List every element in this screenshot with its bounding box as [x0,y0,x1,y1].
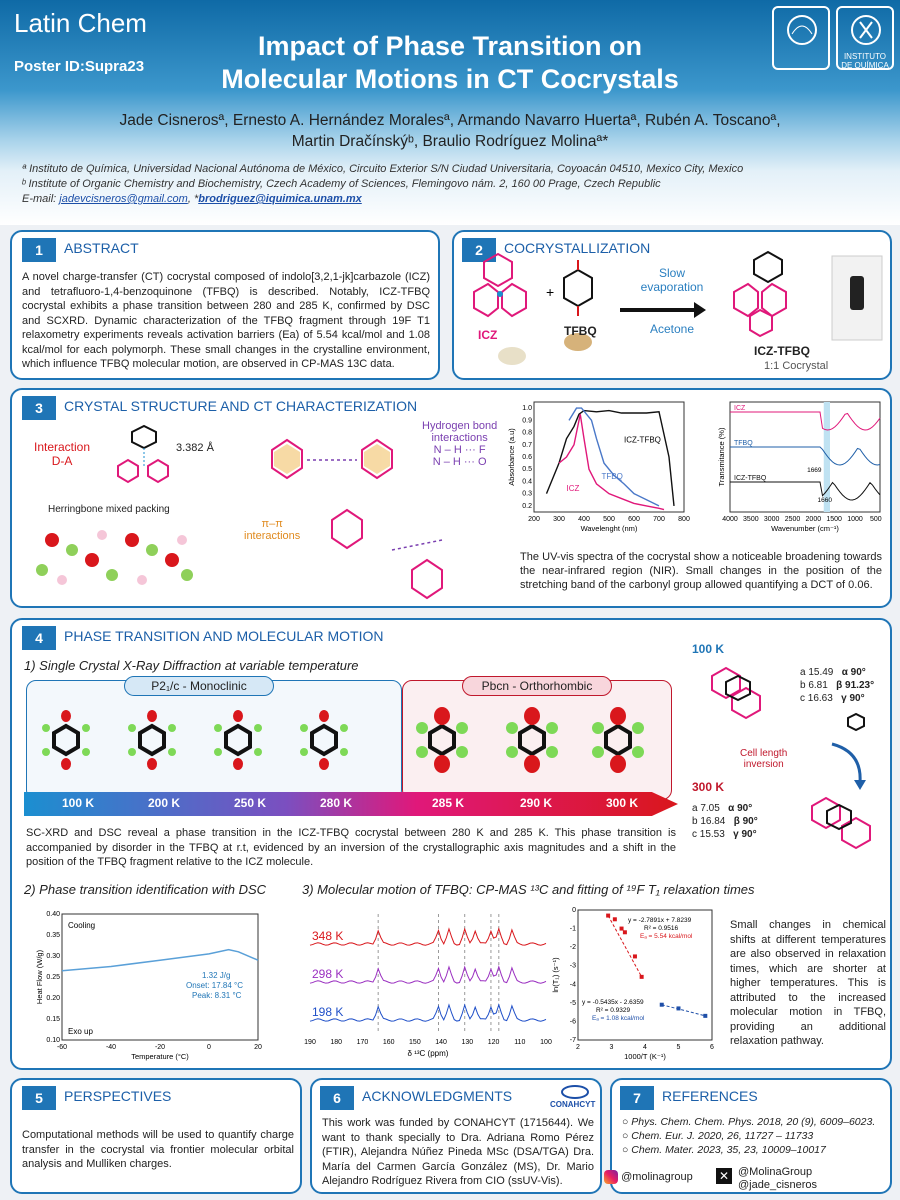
oxygen [61,710,71,722]
monoclinic-label: P2₁/c - Monoclinic [124,676,274,696]
section-number: 6 [320,1086,354,1110]
fluorine [300,724,308,732]
x-tick-label: 500 [603,516,615,523]
x-tick-label: 500 [869,516,882,523]
oxygen [610,707,626,725]
conahcyt-logo: CONAHCYT [550,1084,595,1109]
y-tick-label: 0.6 [522,454,532,461]
x-tick-label: 2500 [784,516,801,523]
nmr-spectrum [310,967,546,983]
fluorine [632,746,644,758]
annotation: 1660 [817,497,832,504]
series-label: ICZ-TFBQ [734,475,767,482]
section-title: PHASE TRANSITION AND MOLECULAR MOTION [64,628,384,644]
tfbq-molecule [592,707,644,773]
tfbq-molecule [42,710,90,770]
x-axis-label: δ ¹³C (ppm) [407,1049,449,1058]
data-point [633,954,637,958]
fluorine [214,724,222,732]
fluorine [506,746,518,758]
section-abstract [10,230,440,380]
x-tick-label: 130 [461,1039,474,1046]
y-tick-label: 0.3 [522,490,532,498]
ring [312,726,336,754]
affiliation-b: ᵇ Institute of Organic Chemistry and Biochemistry, Czech Academy of Sciences, Flemingovo nám. 2, 160 00 Prage, Czech Republic [22,178,661,190]
fit-r2: R² = 0.9329 [596,1007,631,1014]
plot-frame [730,402,880,512]
fluorine [592,746,604,758]
orthorhombic-label: Pbcn - Orthorhombic [462,676,612,696]
y-tick-label: 0.7 [522,441,532,449]
x-tick-label: -60 [56,1044,68,1051]
ring [226,726,250,754]
hbond-label: Hydrogen bond interactions N – H ··· F N – H ··· O [422,420,498,468]
dsc-chart [22,900,292,1070]
email-link-1[interactable]: jadevcisneros@gmail.com [59,193,188,205]
social-links [604,1170,693,1184]
dsc-curve [62,950,258,971]
section-number: 5 [22,1086,56,1110]
ratio-label: 1:1 Cocrystal [764,360,829,372]
fluorine [506,722,518,734]
x-tick-label: 400 [578,516,590,523]
inversion-label: Cell length inversion [740,748,788,770]
temperature-label: 200 K [148,796,181,810]
spectra-charts [507,390,890,540]
fluorine [300,748,308,756]
x-tick-label: 120 [487,1039,500,1046]
x-tick-label: 200 [528,516,540,523]
solvent-label: Acetone [649,322,695,336]
herringbone-label: Herringbone mixed packing [48,504,170,515]
y-tick-label: 0.25 [46,974,60,981]
oxygen [434,755,450,773]
fit-equation: y = -0.5435x - 2.6359 [582,999,644,1006]
y-tick-label: 0.30 [46,953,60,960]
y-tick-label: 1.0 [522,405,532,413]
tfbq-label: TFBQ [564,324,597,338]
fluorine [254,724,262,732]
temperature-label: 250 K [234,796,267,810]
authors: Jade Cisnerosª, Ernesto A. Hernández Moralesª, Armando Navarro Huertaª, Rubén A. Toscanoª, Martin Dračínskýᵇ, Braulio Rodríguez Molinaª* [119,112,781,150]
x-tick-label: 1000 [847,516,863,523]
x-tick-label: 800 [678,516,690,523]
x-links [716,1166,817,1192]
ring [54,726,78,754]
section-title: CRYSTAL STRUCTURE AND CT CHARACTERIZATION [64,398,418,414]
plot-frame [534,402,684,512]
label-100k: 100 K [692,642,725,656]
x-tick-label: 160 [382,1039,395,1046]
ring [606,726,630,754]
x-tick-label: 1500 [826,516,842,523]
y-tick-label: -4 [569,981,576,989]
x-tick-label: 100 [540,1039,552,1046]
series-label: TFBQ [734,440,753,447]
y-tick-label: 0.9 [522,417,532,425]
data-point [613,917,617,921]
x-tick-label: 3 [609,1044,614,1051]
section-perspectives [10,1078,302,1194]
y-tick-label: 0 [572,907,576,914]
interaction-label: Interaction D-A [34,440,91,468]
y-tick-label: 0.2 [522,502,532,510]
oxygen [610,755,626,773]
instagram-icon [604,1170,618,1184]
fit-r2: R² = 0.9516 [644,925,679,932]
x-tick-label: 190 [304,1039,316,1046]
oxygen [233,758,243,770]
y-tick-label: 0.35 [46,932,60,939]
section-title: PERSPECTIVES [64,1088,172,1104]
uvvis-caption: The UV-vis spectra of the cocrystal show a noticeable broadening towards the near-infrared region (NIR). Small changes in the position of the stretching band of the carbonyl group allowed quantifying a DCT of 0.06. [520,551,882,591]
tfbq-molecule [300,710,348,770]
label-300k: 300 K [692,780,725,794]
y-tick-label: 0.10 [46,1037,60,1044]
scxrd-subtitle: 1) Single Crystal X-Ray Diffraction at variable temperature [24,658,359,673]
series-line-icz [559,414,664,509]
crystal-structure-images [12,410,512,610]
section-phase-transition [10,618,892,1070]
fit-energy: Eₐ = 1.08 kcal/mol [592,1015,645,1022]
oxygen [147,710,157,722]
x-axis-label: Wavenumber (cm⁻¹) [771,524,839,533]
temperature-label: 300 K [606,796,639,810]
y-tick-label: -3 [569,962,576,970]
section-number: 1 [22,238,56,262]
tfbq-molecule [128,710,176,770]
reference-list [622,1116,875,1158]
fit-equation: y = -2.7891x + 7.8239 [628,917,692,924]
x-tick-label: 180 [330,1039,343,1046]
series-label: ICZ [734,405,746,412]
x-tick-label: 4000 [722,516,738,523]
fluorine [42,748,50,756]
fluorine [632,722,644,734]
abstract-text: A novel charge-transfer (CT) cocrystal composed of indolo[3,2,1-jk]carbazole (ICZ) and tetrafluoro-1,4-benzoquinone (TFBQ) is described. Notably, ICZ-TFBQ cocrystal exhibits a phase transition between 280 and 285 K, confirmed by DSC and SCXRD. Dynamic characterization of the TFBQ fragment through 19F T1 relaxometry experiments reveals activation barriers (Ea) of 5.54 kcal/mol and 1.08 kcal/mol for each polymorph. These small changes in the crystalline environment, which influence TFBQ molecular motion, are observed in CP-MAS 13C data. [22,271,430,370]
cell-300k: a 7.05 α 90° b 16.84 β 90° c 15.53 γ 90° [692,803,758,840]
section-crystal-structure [10,388,892,608]
cell-structures [692,656,892,876]
oxygen [434,707,450,725]
icz-label: ICZ [478,328,498,342]
oxygen [233,710,243,722]
x-axis-label: 1000/T (K⁻¹) [624,1052,666,1061]
x-tick-label: 110 [514,1039,526,1046]
data-point [620,927,624,931]
relaxation-chart [552,900,722,1070]
x-tick-label: 2 [576,1044,580,1051]
poster-title: Impact of Phase Transition on Molecular Motions in CT Cocrystals [221,31,679,94]
fluorine [128,724,136,732]
y-tick-label: 0.8 [522,429,532,437]
tfbq-molecule [214,710,262,770]
y-tick-label: 0.5 [522,466,532,474]
y-axis-label: Heat Flow (W/g) [35,949,44,1005]
x-tick-label: -40 [105,1044,117,1051]
oxygen [524,755,540,773]
y-axis-label: Transmitance (%) [717,427,726,487]
reference-item: ○ Phys. Chem. Chem. Phys. 2018, 20 (9), 6009–6023. [622,1116,876,1128]
x-tick-label: 150 [409,1039,421,1046]
reference-item: ○ Chem. Eur. J. 2020, 26, 11727 – 11733 [622,1130,814,1142]
fluorine [82,724,90,732]
x-tick-label: 4 [643,1044,647,1051]
affiliations: ª Instituto de Química, Universidad Nacional Autónoma de México, Circuito Exterior S/N Ciudad Universitaria, Coyoacán 04510, Mexico City, Mexico ᵇ Institute of Organic Chemistry and Biochemistry, Czech Academy of Sciences, Flemingovo nám. 2, 160 00 Prage, Czech Republic E-mail: jadevcisneros@gmail.com, *brodriguez@iquimica.unam.mx [22,162,882,207]
data-point [606,914,610,918]
fluorine [340,748,348,756]
carbonyl-band [824,402,830,512]
nmr-spectrum [310,929,546,945]
data-point [623,930,627,934]
y-tick-label: -1 [569,925,576,933]
x-tick-label: -20 [154,1044,166,1051]
instagram-handle[interactable]: @molinagroup [621,1170,693,1183]
exo-label: Exo up [68,1027,93,1036]
x-tick-label: 600 [628,516,640,523]
y-tick-label: 0.20 [46,995,60,1002]
x-tick-label: 170 [356,1039,369,1046]
y-axis-label: Absorbance (a.u) [507,428,516,486]
tfbq-molecule [416,707,468,773]
fluorine [456,746,468,758]
series-label: ICZ [566,484,580,494]
x-tick-label: 140 [435,1039,447,1046]
cell-100k: a 15.49 α 90° b 6.81 β 91.23° c 16.63 γ 90° [800,667,875,704]
section-number: 2 [462,238,496,262]
section-title: COCRYSTALLIZATION [504,240,651,256]
oxygen [61,758,71,770]
ir-series-1 [730,447,880,465]
y-tick-label: 0.15 [46,1016,60,1023]
oxygen [319,758,329,770]
fluorine [546,722,558,734]
fluorine [42,724,50,732]
iq-label: INSTITUTO DE QUÍMICA [841,52,889,70]
spectrum-label: 348 K [312,929,344,943]
distance-label: 3.382 Å [176,442,214,454]
fit-energy: Eₐ = 5.54 kcal/mol [640,933,693,940]
scxrd-text: SC-XRD and DSC reveal a phase transition in the ICZ-TFBQ cocrystal between 280 K and 285 K. This phase transition is accompanied by disorder in the TFBQ at r.t, evidenced by an inversion of the crystallographic axis magnitudes and a shift in the position of the TFBQ fragment relative to the ICZ molecule. [26,827,676,868]
section-title: ACKNOWLEDGMENTS [362,1088,513,1104]
spectrum-label: 198 K [312,1005,344,1019]
nmr-spectrum [310,1005,546,1021]
fit-line [662,1005,706,1016]
oxygen [524,707,540,725]
x-tick-label: 2000 [805,516,822,523]
nmr-chart [300,904,550,1064]
section-acknowledgments [310,1078,602,1194]
data-point [640,975,644,979]
x-tick-label: 0 [207,1044,211,1051]
x-tick-label: 6 [710,1044,714,1051]
unam-crest-icon [772,6,830,70]
affiliation-a: ª Instituto de Química, Universidad Nacional Autónoma de México, Circuito Exterior S/N Ciudad Universitaria, Coyoacán 04510, Mexico City, Mexico [22,163,744,175]
data-point [703,1014,707,1018]
section-number: 3 [22,396,56,420]
poster-id: Poster ID:Supra23 [14,58,145,75]
x-icon: ✕ [716,1168,732,1184]
pipi-label: π–π interactions [244,518,301,542]
series-line-tfbq [566,408,659,506]
ring [430,726,454,754]
series-label: TFBQ [601,472,623,481]
x-tick-label: 20 [254,1044,262,1051]
x-handle-personal[interactable]: @jade_cisneros [738,1179,818,1191]
fluorine [168,724,176,732]
tfbq-molecule [506,707,558,773]
reference-item: ○ Chem. Mater. 2023, 35, 23, 10009–10017 [622,1144,826,1156]
nmr-subtitle: 3) Molecular motion of TFBQ: CP-MAS ¹³C and fitting of ¹⁹F T₁ relaxation times [302,882,755,897]
oxygen [147,758,157,770]
latinchem-logo: Latin Chem [14,8,147,38]
temperature-label: 290 K [520,796,553,810]
dsc-peak: Peak: 8.31 °C [192,991,242,1000]
y-tick-label: -5 [569,999,576,1007]
spectrum-label: 298 K [312,967,344,981]
x-handle-group[interactable]: @MolinaGroup [738,1166,813,1178]
y-axis-label: ln(T₁) (s⁻¹) [551,957,560,993]
section-title: ABSTRACT [64,240,139,256]
iq-crest-icon [836,6,894,70]
temperature-label: 285 K [432,796,465,810]
relaxation-text: Small changes in chemical shifts at different temperatures are also observed in relaxation times, which are shorter at higher temperatures. This is attributed to the increased molecular motion in TFBQ, providing an additional relaxation pathway. [730,919,886,1047]
ring [520,726,544,754]
fluorine [456,722,468,734]
x-tick-label: 3500 [743,516,759,523]
fluorine [128,748,136,756]
oxygen [319,710,329,722]
fluorine [82,748,90,756]
perspectives-text: Computational methods will be used to quantify charge transfer in the cocrystal via frontier molecular orbital analysis and Mulliken charges. [22,1129,294,1170]
x-tick-label: 700 [653,516,665,523]
y-tick-label: -2 [569,944,576,952]
cooling-label: Cooling [68,921,96,930]
section-number: 4 [22,626,56,650]
temperature-label: 280 K [320,796,353,810]
series-label: ICZ-TFBQ [624,435,661,445]
section-number: 7 [620,1086,654,1110]
x-tick-label: 300 [553,516,565,523]
y-tick-label: -6 [569,1018,576,1026]
dsc-onset: Onset: 17.84 °C [186,981,244,990]
product-label: ICZ-TFBQ [754,344,810,358]
y-tick-label: 0.40 [46,911,60,918]
fit-line [608,916,642,977]
x-axis-label: Temperature (°C) [131,1052,189,1061]
y-tick-label: 0.4 [522,478,532,486]
dsc-enthalpy: 1.32 J/g [202,971,231,980]
ir-series-0 [730,412,880,430]
y-tick-label: -7 [569,1037,576,1044]
fluorine [416,746,428,758]
x-tick-label: 5 [676,1044,681,1051]
svg-text:+: + [546,284,555,300]
x-tick-label: 3000 [763,516,780,523]
fluorine [254,748,262,756]
fluorine [416,722,428,734]
annotation: 1669 [807,467,822,474]
condition-top: Slow evaporation [640,266,704,294]
fluorine [546,746,558,758]
poster-header [0,0,900,225]
tfbq-structures [12,690,672,800]
fluorine [592,722,604,734]
x-axis-label: Wavelenght (nm) [580,524,638,533]
fluorine [168,748,176,756]
ring [140,726,164,754]
fluorine [340,724,348,732]
acknowledgments-text: This work was funded by CONAHCYT (1715644). We want to thank specially to Dra. Adriana Romo Pérez (FTIR), Alejandra Núñez Pineda MSc (DSA/TGA) Dra. María del Carmen García González (MS), Dr. Mario Alejandro Rodríguez Rivera from CIO (ssUV-Vis). [322,1117,594,1187]
section-cocrystallization [452,230,892,380]
email-link-2[interactable]: brodriguez@iquimica.unam.mx [198,193,362,205]
dsc-subtitle: 2) Phase transition identification with DSC [24,882,267,897]
section-title: REFERENCES [662,1088,758,1104]
ir-series-2 [730,482,880,500]
temperature-label: 100 K [62,796,95,810]
fluorine [214,748,222,756]
